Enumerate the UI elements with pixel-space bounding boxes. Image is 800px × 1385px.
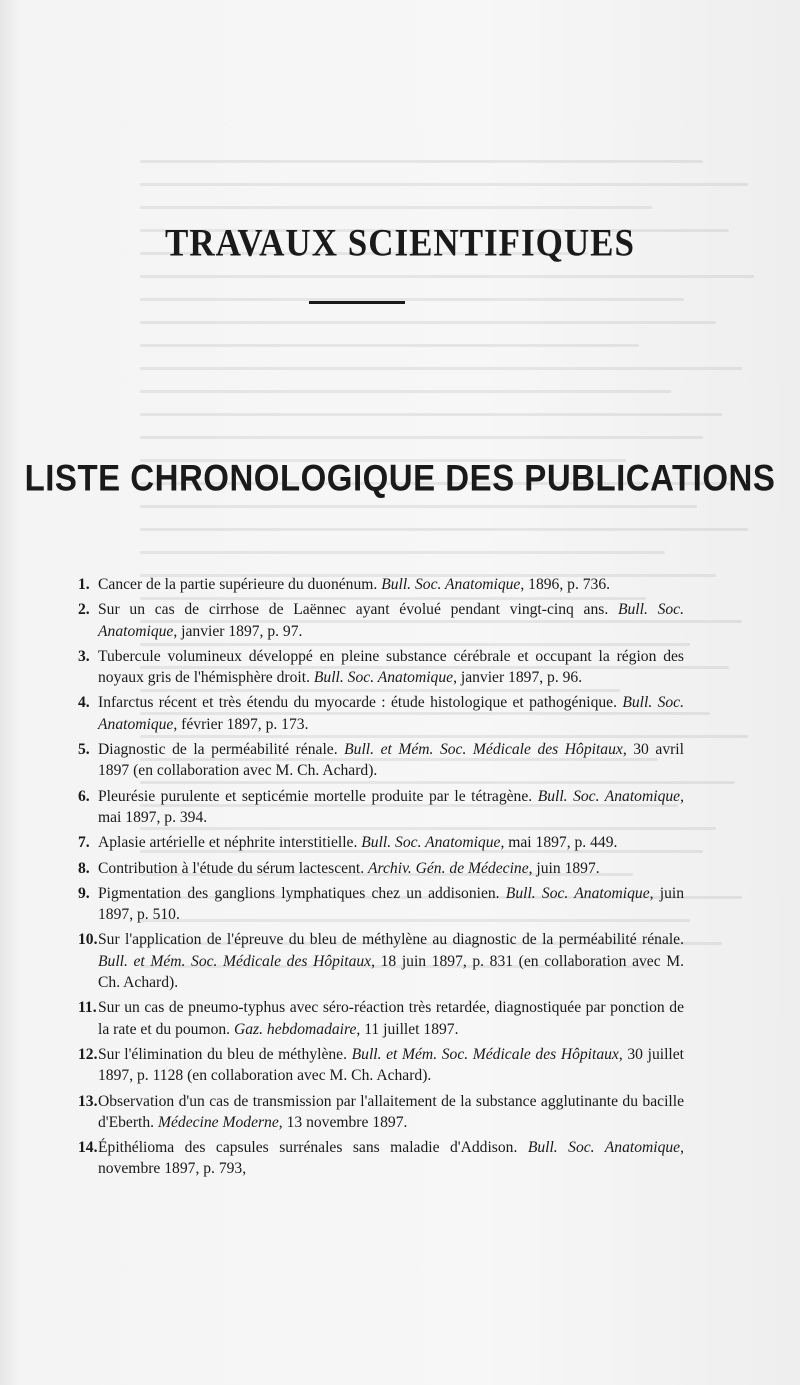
item-details: , 11 juillet 1897. (356, 1020, 459, 1038)
item-details: , novembre 1897, p. 793, (98, 1139, 685, 1178)
item-number: 4. (78, 694, 90, 712)
item-number: 2. (78, 601, 90, 619)
item-title: Infarctus récent et très étendu du myocarde : étude histologique et pathogénique. (98, 694, 623, 712)
item-journal: Médecine Moderne (157, 1113, 279, 1131)
item-journal: Gaz. hebdomadaire (233, 1020, 357, 1038)
item-journal: Bull. Soc. Anatomique (361, 834, 501, 852)
item-title: Pigmentation des ganglions lymphatiques chez un addisonien. (98, 884, 506, 902)
item-journal: Bull. Soc. Anatomique (98, 601, 685, 640)
item-title: Cancer de la partie supérieure du duonénum. (98, 576, 382, 593)
item-journal: Bull. Soc. Anatomique (537, 787, 681, 805)
publication-item (62, 786, 684, 829)
item-details: , juin 1897. (528, 859, 600, 877)
publication-item (62, 832, 684, 853)
item-number: 11. (78, 999, 97, 1017)
item-title: Sur l'application de l'épreuve du bleu de méthylène au diagnostic de la perméabilité rénale. (98, 931, 684, 949)
item-number: 14. (78, 1139, 98, 1157)
item-number: 13. (78, 1092, 98, 1110)
item-details: , février 1897, p. 173. (173, 715, 309, 733)
item-number: 1. (78, 576, 90, 593)
item-title: Sur l'élimination du bleu de méthylène. (98, 1045, 352, 1063)
item-title: Épithélioma des capsules surrénales sans maladie d'Addison. (98, 1139, 528, 1157)
item-journal: Bull. Soc. Anatomique (505, 884, 650, 902)
publication-item (62, 1137, 684, 1180)
title-divider (309, 301, 405, 304)
publication-item (62, 883, 684, 926)
publication-item (62, 692, 684, 735)
item-journal: Bull. Soc. Anatomique (313, 669, 454, 687)
item-number: 9. (78, 884, 90, 902)
item-title: Pleurésie purulente et septicémie mortelle produite par le tétragène. (98, 787, 538, 805)
item-journal: Bull. et Mém. Soc. Médicale des Hôpitaux (98, 952, 372, 970)
item-details: , mai 1897, p. 449. (500, 834, 618, 852)
publication-item (62, 997, 684, 1040)
publication-list (62, 574, 684, 1184)
item-title: Observation d'un cas de transmission par l'allaitement de la substance agglutinante du bacille d'Eberth. (98, 1092, 684, 1131)
item-journal: Bull. et Mém. Soc. Médicale des Hôpitaux (344, 741, 623, 759)
item-title: Aplasie artérielle et néphrite interstitielle. (98, 834, 362, 852)
item-journal: Bull. Soc. Anatomique (527, 1139, 681, 1157)
item-title: Tubercule volumineux développé en pleine substance cérébrale et occupant la région des noyaux gris de l'hémisphère droit. (98, 647, 684, 687)
publication-item (62, 574, 684, 595)
item-details: , 1896, p. 736. (520, 576, 611, 593)
publication-item (62, 739, 684, 782)
item-details: , 13 novembre 1897. (278, 1113, 408, 1131)
publication-item (62, 1091, 684, 1134)
item-title: Sur un cas de pneumo-typhus avec séro-réaction très retardée, diagnostiquée par ponction de la rate et du poumon. (98, 999, 684, 1038)
item-number: 3. (78, 647, 90, 665)
item-details: , 30 avril 1897 (en collaboration avec M. Ch. Achard). (98, 741, 684, 780)
item-title: Diagnostic de la perméabilité rénale. (98, 741, 345, 759)
item-number: 8. (78, 859, 90, 877)
item-details: , 30 juillet 1897, p. 1128 (en collaboration avec M. Ch. Achard). (98, 1045, 684, 1085)
publication-item (62, 858, 684, 879)
item-title: Sur un cas de cirrhose de Laënnec ayant évolué pendant vingt-cinq ans. (98, 601, 618, 619)
item-number: 5. (78, 741, 90, 759)
item-journal: Archiv. Gén. de Médecine (368, 859, 529, 877)
item-title: Contribution à l'étude du sérum lactescent. (98, 859, 368, 877)
item-journal: Bull. Soc. Anatomique (98, 694, 684, 733)
item-journal: Bull. et Mém. Soc. Médicale des Hôpitaux (351, 1045, 619, 1063)
publication-item (62, 646, 684, 689)
publication-item (62, 599, 684, 642)
item-number: 6. (78, 787, 90, 805)
item-details: , 18 juin 1897, p. 831 (en collaboration avec M. Ch. Achard). (98, 952, 684, 992)
item-number: 12. (78, 1045, 98, 1063)
publication-item (62, 929, 684, 993)
item-details: , juin 1897, p. 510. (98, 884, 685, 924)
page-title: TRAVAUX SCIENTIFIQUES (165, 221, 635, 266)
item-details: , janvier 1897, p. 96. (453, 669, 583, 687)
item-journal: Bull. Soc. Anatomique (381, 576, 521, 593)
item-number: 10. (78, 931, 98, 949)
item-number: 7. (78, 834, 90, 852)
publication-item (62, 1044, 684, 1087)
section-title: LISTE CHRONOLOGIQUE DES PUBLICATIONS (24, 457, 776, 499)
item-details: , janvier 1897, p. 97. (173, 622, 303, 640)
item-details: , mai 1897, p. 394. (98, 787, 684, 826)
